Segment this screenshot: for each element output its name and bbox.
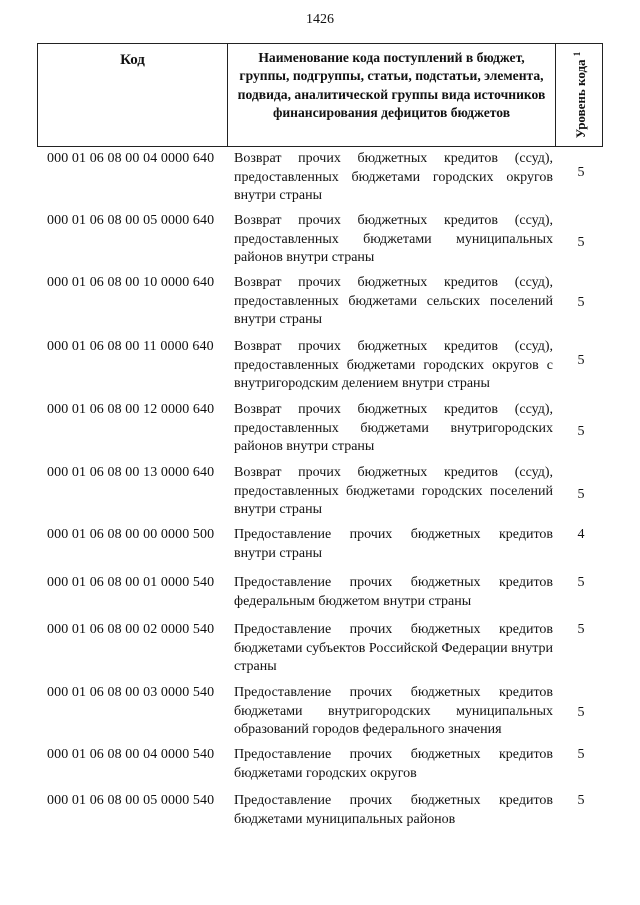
row-name: Предоставление прочих бюджетных кредитов бюджетами городских округов	[234, 747, 553, 781]
row-code: 000 01 06 08 00 03 0000 540	[47, 685, 215, 700]
row-level: 5	[577, 793, 585, 808]
header-level-text	[570, 52, 588, 139]
row-name: Предоставление прочих бюджетных кредитов внутри страны	[234, 527, 553, 561]
row-level: 5	[577, 235, 585, 250]
row-code: 000 01 06 08 00 00 0000 500	[47, 527, 215, 542]
row-code: 000 01 06 08 00 13 0000 640	[47, 465, 215, 480]
row-level: 4	[577, 527, 585, 542]
row-name: Возврат прочих бюджетных кредитов (ссуд), предоставленных бюджетами сельских поселений внутри страны	[234, 275, 553, 327]
row-name: Предоставление прочих бюджетных кредитов бюджетами субъектов Российской Федерации внутри страны	[234, 622, 553, 674]
row-name: Возврат прочих бюджетных кредитов (ссуд), предоставленных бюджетами городских округов с внутригородским делением внутри страны	[234, 339, 553, 391]
row-code: 000 01 06 08 00 01 0000 540	[47, 575, 215, 590]
row-level: 5	[577, 705, 585, 720]
row-code: 000 01 06 08 00 10 0000 640	[47, 275, 215, 290]
row-code: 000 01 06 08 00 05 0000 640	[47, 213, 215, 228]
row-code: 000 01 06 08 00 04 0000 640	[47, 151, 215, 166]
row-level: 5	[577, 575, 585, 590]
row-level: 5	[577, 487, 585, 502]
row-code: 000 01 06 08 00 05 0000 540	[47, 793, 215, 808]
row-level: 5	[577, 747, 585, 762]
header-level-label: Уровень кода	[573, 59, 589, 139]
row-name: Возврат прочих бюджетных кредитов (ссуд), предоставленных бюджетами городских поселений внутри страны	[234, 465, 553, 517]
row-level: 5	[577, 165, 585, 180]
row-code: 000 01 06 08 00 04 0000 540	[47, 747, 215, 762]
row-name: Предоставление прочих бюджетных кредитов бюджетами внутригородских муниципальных образований городов федерального значения	[234, 685, 553, 737]
row-code: 000 01 06 08 00 12 0000 640	[47, 402, 215, 417]
row-level: 5	[577, 622, 585, 637]
header-level-footnote: 1	[571, 51, 582, 57]
row-level: 5	[577, 353, 585, 368]
row-code: 000 01 06 08 00 02 0000 540	[47, 622, 215, 637]
row-name: Возврат прочих бюджетных кредитов (ссуд), предоставленных бюджетами муниципальных районов внутри страны	[234, 213, 553, 265]
header-name: Наименование кода поступлений в бюджет, группы, подгруппы, статьи, подстатьи, элемента, подвида, аналитической группы вида источников финансирования дефицитов бюджетов	[228, 44, 556, 146]
header-code: Код	[38, 44, 228, 146]
row-level: 5	[577, 295, 585, 310]
row-level: 5	[577, 424, 585, 439]
row-code: 000 01 06 08 00 11 0000 640	[47, 339, 214, 354]
row-name: Предоставление прочих бюджетных кредитов бюджетами муниципальных районов	[234, 793, 553, 827]
row-name: Возврат прочих бюджетных кредитов (ссуд), предоставленных бюджетами городских округов внутри страны	[234, 151, 553, 203]
row-name: Возврат прочих бюджетных кредитов (ссуд), предоставленных бюджетами внутригородских районов внутри страны	[234, 402, 553, 454]
page-number: 1426	[306, 12, 334, 27]
header-level	[556, 44, 602, 146]
row-name: Предоставление прочих бюджетных кредитов федеральным бюджетом внутри страны	[234, 575, 553, 609]
table-header	[37, 43, 603, 147]
